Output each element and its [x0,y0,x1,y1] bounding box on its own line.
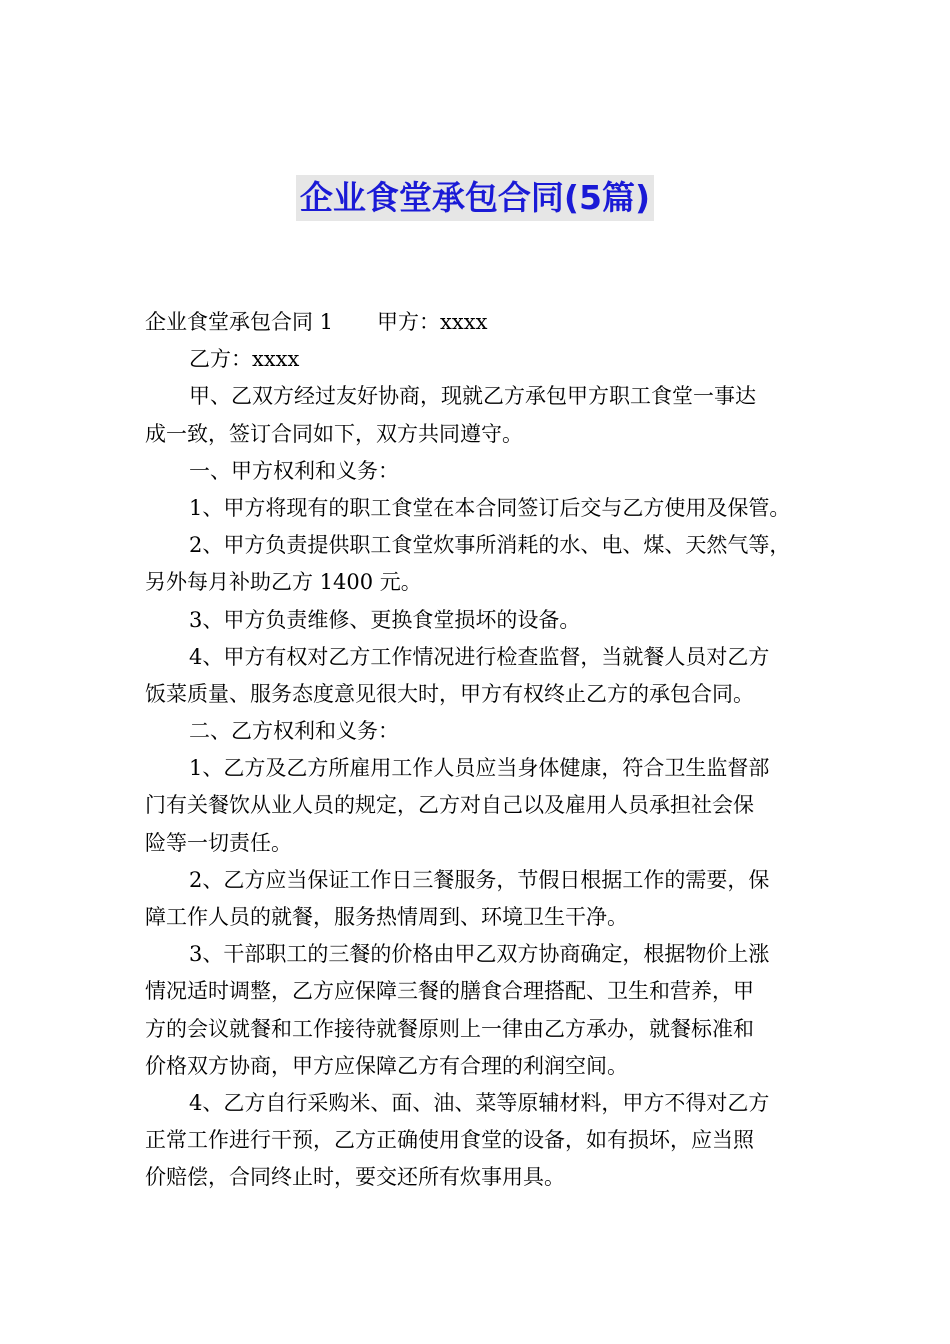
section-heading: 一、甲方权利和义务： [189,458,399,483]
paragraph-line: 成一致，签订合同如下，双方共同遵守。 [145,421,523,446]
paragraph-line [145,304,810,341]
paragraph-line: 1、甲方将现有的职工食堂在本合同签订后交与乙方使用及保管。 [189,495,791,520]
paragraph-line: 3、干部职工的三餐的价格由甲乙双方协商确定，根据物价上涨 [189,942,770,967]
paragraph-line: 价赔偿，合同终止时，要交还所有炊事用具。 [145,1165,565,1190]
paragraph-line: 乙方：xxxx [189,347,300,372]
paragraph-line: 2、甲方负责提供职工食堂炊事所消耗的水、电、煤、天然气等， [189,533,791,558]
paragraph-line: 饭菜质量、服务态度意见很大时，甲方有权终止乙方的承包合同。 [145,681,754,706]
paragraph-line: 甲、乙双方经过友好协商，现就乙方承包甲方职工食堂一事达 [189,384,756,409]
paragraph-line: 2、乙方应当保证工作日三餐服务，节假日根据工作的需要，保 [189,867,770,892]
paragraph-line: 1、乙方及乙方所雇用工作人员应当身体健康，符合卫生监督部 [189,756,770,781]
paragraph-line: 障工作人员的就餐，服务热情周到、环境卫生干净。 [145,905,628,929]
paragraph-line: 方的会议就餐和工作接待就餐原则上一律由乙方承办，就餐标准和 [145,1016,754,1041]
paragraph-line: 正常工作进行干预，乙方正确使用食堂的设备，如有损坏，应当照 [145,1128,754,1153]
document-body [145,304,810,1197]
document-title: 企业食堂承包合同(5篇) [296,175,654,221]
title-container [0,175,950,221]
paragraph-line: 4、乙方自行采购米、面、油、菜等原辅材料，甲方不得对乙方 [189,1090,770,1115]
paragraph-line: 险等一切责任。 [145,830,292,855]
contract-heading: 企业食堂承包合同 1 [145,310,334,334]
paragraph-line: 门有关餐饮从业人员的规定，乙方对自己以及雇用人员承担社会保 [145,793,754,818]
paragraph-line: 4、甲方有权对乙方工作情况进行检查监督，当就餐人员对乙方 [189,644,770,669]
paragraph-line: 情况适时调整，乙方应保障三餐的膳食合理搭配、卫生和营养，甲 [145,979,754,1004]
party-a-label: 甲方：xxxx [377,310,488,334]
section-heading: 二、乙方权利和义务： [189,719,399,744]
paragraph-line: 3、甲方负责维修、更换食堂损坏的设备。 [189,607,581,632]
paragraph-line: 价格双方协商，甲方应保障乙方有合理的利润空间。 [145,1053,628,1078]
paragraph-line: 另外每月补助乙方 1400 元。 [145,570,422,595]
